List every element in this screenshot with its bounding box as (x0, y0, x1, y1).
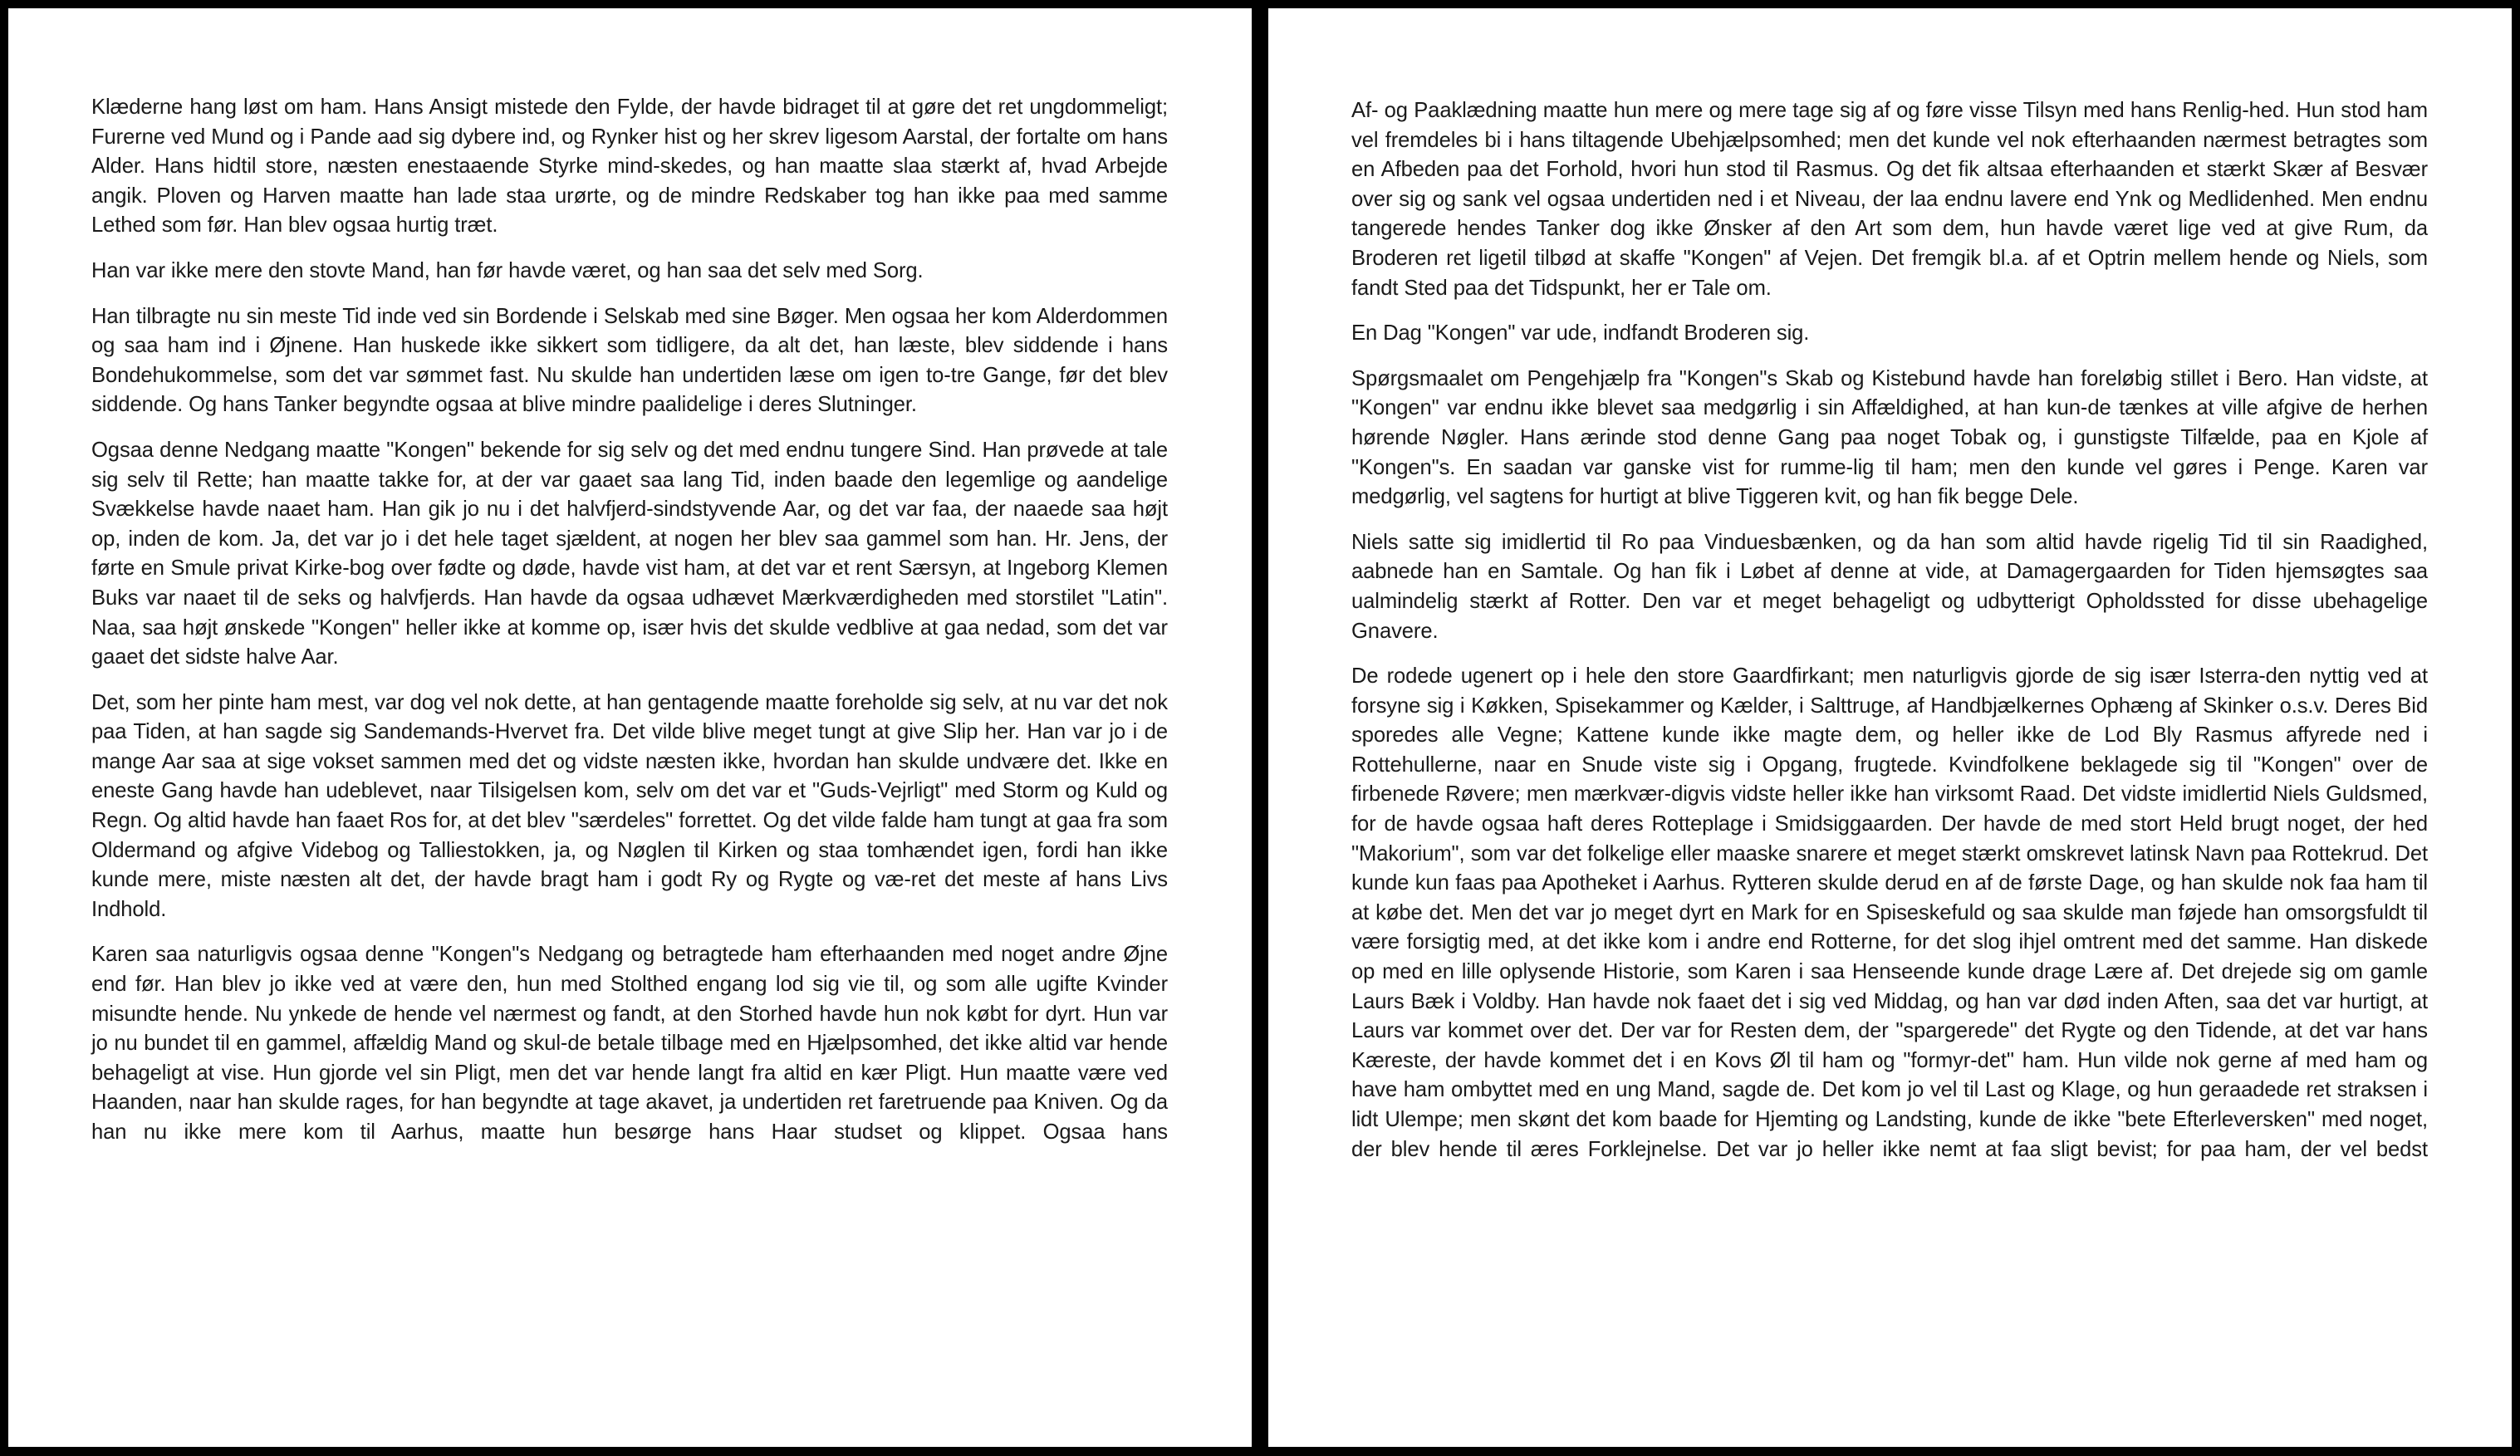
right-page (1268, 8, 2512, 1447)
paragraph: Ogsaa denne Nedgang maatte "Kongen" bekende for sig selv og det med endnu tungere Sind. Han prøvede at tale sig selv til Rette; han maatte takke for, at der var gaaet saa lang Tid, inden baade den legemlige og aandelige Svækkelse havde naaet ham. Han gik jo nu i det halvfjerd-sindstyvende Aar, og det var faa, der naaede saa højt op, inden de kom. Ja, det var jo i det hele taget sjældent, at nogen her blev saa gammel som han. Hr. Jens, der førte en Smule privat Kirke-bog over fødte og døde, havde vist ham, at det var et rent Særsyn, at Ingeborg Klemen Buks var naaet til de seks og halvfjerds. Han havde da ogsaa udhævet Mærkværdigheden med storstilet "Latin". Naa, saa højt ønskede "Kongen" heller ikke at komme op, især hvis det skulde vedblive at gaa nedad, som det var gaaet det sidste halve Aar. (91, 438, 1168, 669)
paragraph: Klæderne hang løst om ham. Hans Ansigt mistede den Fylde, der havde bidraget til at gøre det ret ungdommeligt; Furerne ved Mund og i Pande aad sig dybere ind, og Rynker hist og her skrev ligesom Aarstal, der fortalte om hans Alder. Hans hidtil store, næsten enestaaende Styrke mind-skedes, og han maatte slaa stærkt af, hvad Arbejde angik. Ploven og Harven maatte han lade staa urørte, og de mindre Redskaber tog han ikke paa med samme Lethed som før. Han blev ogsaa hurtig træt. (91, 96, 1168, 238)
paragraph: Det, som her pinte ham mest, var dog vel nok dette, at han gentagende maatte foreholde sig selv, at nu var det nok paa Tiden, at han sagde sig Sandemands-Hvervet fra. Det vilde blive meget tungt at give Slip her. Han var jo i de mange Aar saa at sige vokset sammen med det og vidste næsten ikke, hvordan han skulde undvære det. Ikke en eneste Gang havde han udeblevet, naar Tilsigelsen kom, selv om det var et "Guds-Vejrligt" med Storm og Kuld og Regn. Og altid havde han faaet Ros for, at det blev "særdeles" forrettet. Og det vilde falde ham tungt at gaa fra som Oldermand og afgive Videbog og Talliestokken, ja, og Nøglen til Kirken og staa tomhændet igen, fordi han ikke kunde mere, miste næsten alt det, der havde bragt ham i godt Ry og Rygte og væ-ret det meste af hans Livs Indhold. (91, 690, 1168, 921)
paragraph: Af- og Paaklædning maatte hun mere og mere tage sig af og føre visse Tilsyn med hans Renlig-hed. Hun stod ham vel fremdeles bi i hans tiltagende Ubehjælpsomhed; men det kunde vel nok efterhaanden nærmest betragtes som en Afbeden paa det Forhold, hvori hun stod til Rasmus. Og det fik altsaa efterhaanden et stærkt Skær af Besvær over sig og sank vel ogsaa undertiden ned i et Niveau, der laa endnu lavere end Ynk og Medlidenhed. Men endnu tangerede hendes Tanker dog ikke Ønsker af den Art som dem, hun havde været lige ved at give Rum, da Broderen ret ligetil tilbød at skaffe "Kongen" af Vejen. Det fremgik bl.a. af et Optrin mellem hende og Niels, som fandt Sted paa det Tidspunkt, her er Tale om. (1351, 99, 2428, 300)
paragraph: Niels satte sig imidlertid til Ro paa Vinduesbænken, og da han som altid havde rigelig Tid til sin Raadighed, aabnede han en Samtale. Og han fik i Løbet af denne at vide, at Damagergaarden for Tiden hjemsøgtes saa ualmindelig stærkt af Rotter. Den var et meget behageligt og udbytterigt Opholdssted for disse ubehagelige Gnavere. (1351, 530, 2428, 643)
left-page-text (91, 93, 1168, 1148)
paragraph: Han tilbragte nu sin meste Tid inde ved sin Bordende i Selskab med sine Bøger. Men ogsaa her kom Alderdommen og saa ham ind i Øjnene. Han huskede ikke sikkert som tidligere, da alt det, han læste, blev siddende i hans Bondehukommelse, som det var sømmet fast. Nu skulde han undertiden læse om igen to-tre Gange, før det blev siddende. Og hans Tanker begyndte ogsaa at blive mindre paalidelige i deres Slutninger. (91, 304, 1168, 417)
paragraph: Spørgsmaalet om Pengehjælp fra "Kongen"s Skab og Kistebund havde han foreløbig stillet i Bero. Han vidste, at "Kongen" var endnu ikke blevet saa medgørlig i sin Affældighed, at han kun-de tænkes at ville afgive de herhen hørende Nøgler. Hans ærinde stod denne Gang paa noget Tobak og, i gunstigste Tilfælde, paa en Kjole af "Kongen"s. En saadan var ganske vist for rumme-lig til ham; men den kunde vel gøres i Penge. Karen var medgørlig, vel sagtens for hurtigt at blive Tiggeren kvit, og han fik begge Dele. (1351, 366, 2428, 509)
left-page (8, 8, 1252, 1447)
right-page-text (1351, 96, 2428, 1164)
paragraph: Karen saa naturligvis ogsaa denne "Kongen"s Nedgang og betragtede ham efterhaanden med noget andre Øjne end før. Han blev jo ikke ved at være den, hun med Stolthed engang lod sig vie til, og som alle ugifte Kvinder misundte hende. Nu ynkede de hende vel nærmest og fandt, at den Storhed havde hun nok købt for dyrt. Hun var jo nu bundet til en gammel, affældig Mand og skul-de betale tilbage med en Hjælpsomhed, det ikke altid var hende behageligt at vise. Hun gjorde vel sin Pligt, men det var hende langt fra altid en kær Pligt. Hun maatte være ved Haanden, naar han skulde rages, for han begyndte at tage akavet, ja undertiden ret faretruende paa Kniven. Og da han nu ikke mere kom til Aarhus, maatte hun besørge hans Haar studset og klippet. Ogsaa hans (91, 943, 1168, 1144)
paragraph: De rodede ugenert op i hele den store Gaardfirkant; men naturligvis gjorde de sig især Isterra-den nyttig ved at forsyne sig i Køkken, Spisekammer og Kælder, i Salttruge, af Handbjælkernes Ophæng af Skinker o.s.v. Deres Bid sporedes alle Vegne; Kattene kunde ikke magte dem, og heller ikke de Lod Bly Rasmus affyrede ned i Rottehullerne, naar en Snude viste sig i Opgang, frugtede. Kvindfolkene beklagede sig til "Kongen" over de firbenede Røvere; men mærkvær-digvis vidste heller ikke han virksomt Raad. Det vidste imidlertid Niels Guldsmed, for de havde ogsaa haft deres Rotteplage i Smidsiggaarden. Der havde de med stort Held brugt noget, der hed "Makorium", som var det folkelige eller maaske snarere et meget stærkt omskrevet latinsk Navn paa Rottekrud. Det kunde kun faas paa Apotheket i Aarhus. Rytteren skulde derud en af de første Dage, og han skulde nok faa ham til at købe det. Men det var jo meget dyrt en Mark for en Spiseskefuld og saa skulde man føjede han omsorgsfuldt til være forsigtig med, at det ikke kom i andre end Rotterne, for det slog ihjel omtrent med det samme. Han diskede op med en lille oplysende Historie, som Karen i saa Henseende kunde drage Lære af. Det drejede sig om gamle Laurs Bæk i Voldby. Han havde nok faaet det i sig ved Middag, og han var død inden Aften, saa det var hurtigt, at Laurs var kommet over det. Der var for Resten dem, der "spargerede" det Rygte og den Tidende, at det var hans Kæreste, der havde kommet det i en Kovs Øl til ham og "formyr-det" ham. Hun vilde nok gerne af med ham og have ham ombyttet med en ung Mand, sagde de. Det kom jo vel til Last og Klage, og hun geraadede ret straksen i lidt Ulempe; men skønt det kom baade for Hjemting og Landsting, kunde de ikke "bete Efterleversken" med noget, der blev hende til æres Forklejnelse. Det var jo heller ikke nemt at faa sligt bevist; for paa ham, der vel bedst (1351, 664, 2428, 1161)
paragraph: En Dag "Kongen" var ude, indfandt Broderen sig. (1351, 321, 1810, 346)
paragraph: Han var ikke mere den stovte Mand, han før havde været, og han saa det selv med Sorg. (91, 258, 924, 282)
